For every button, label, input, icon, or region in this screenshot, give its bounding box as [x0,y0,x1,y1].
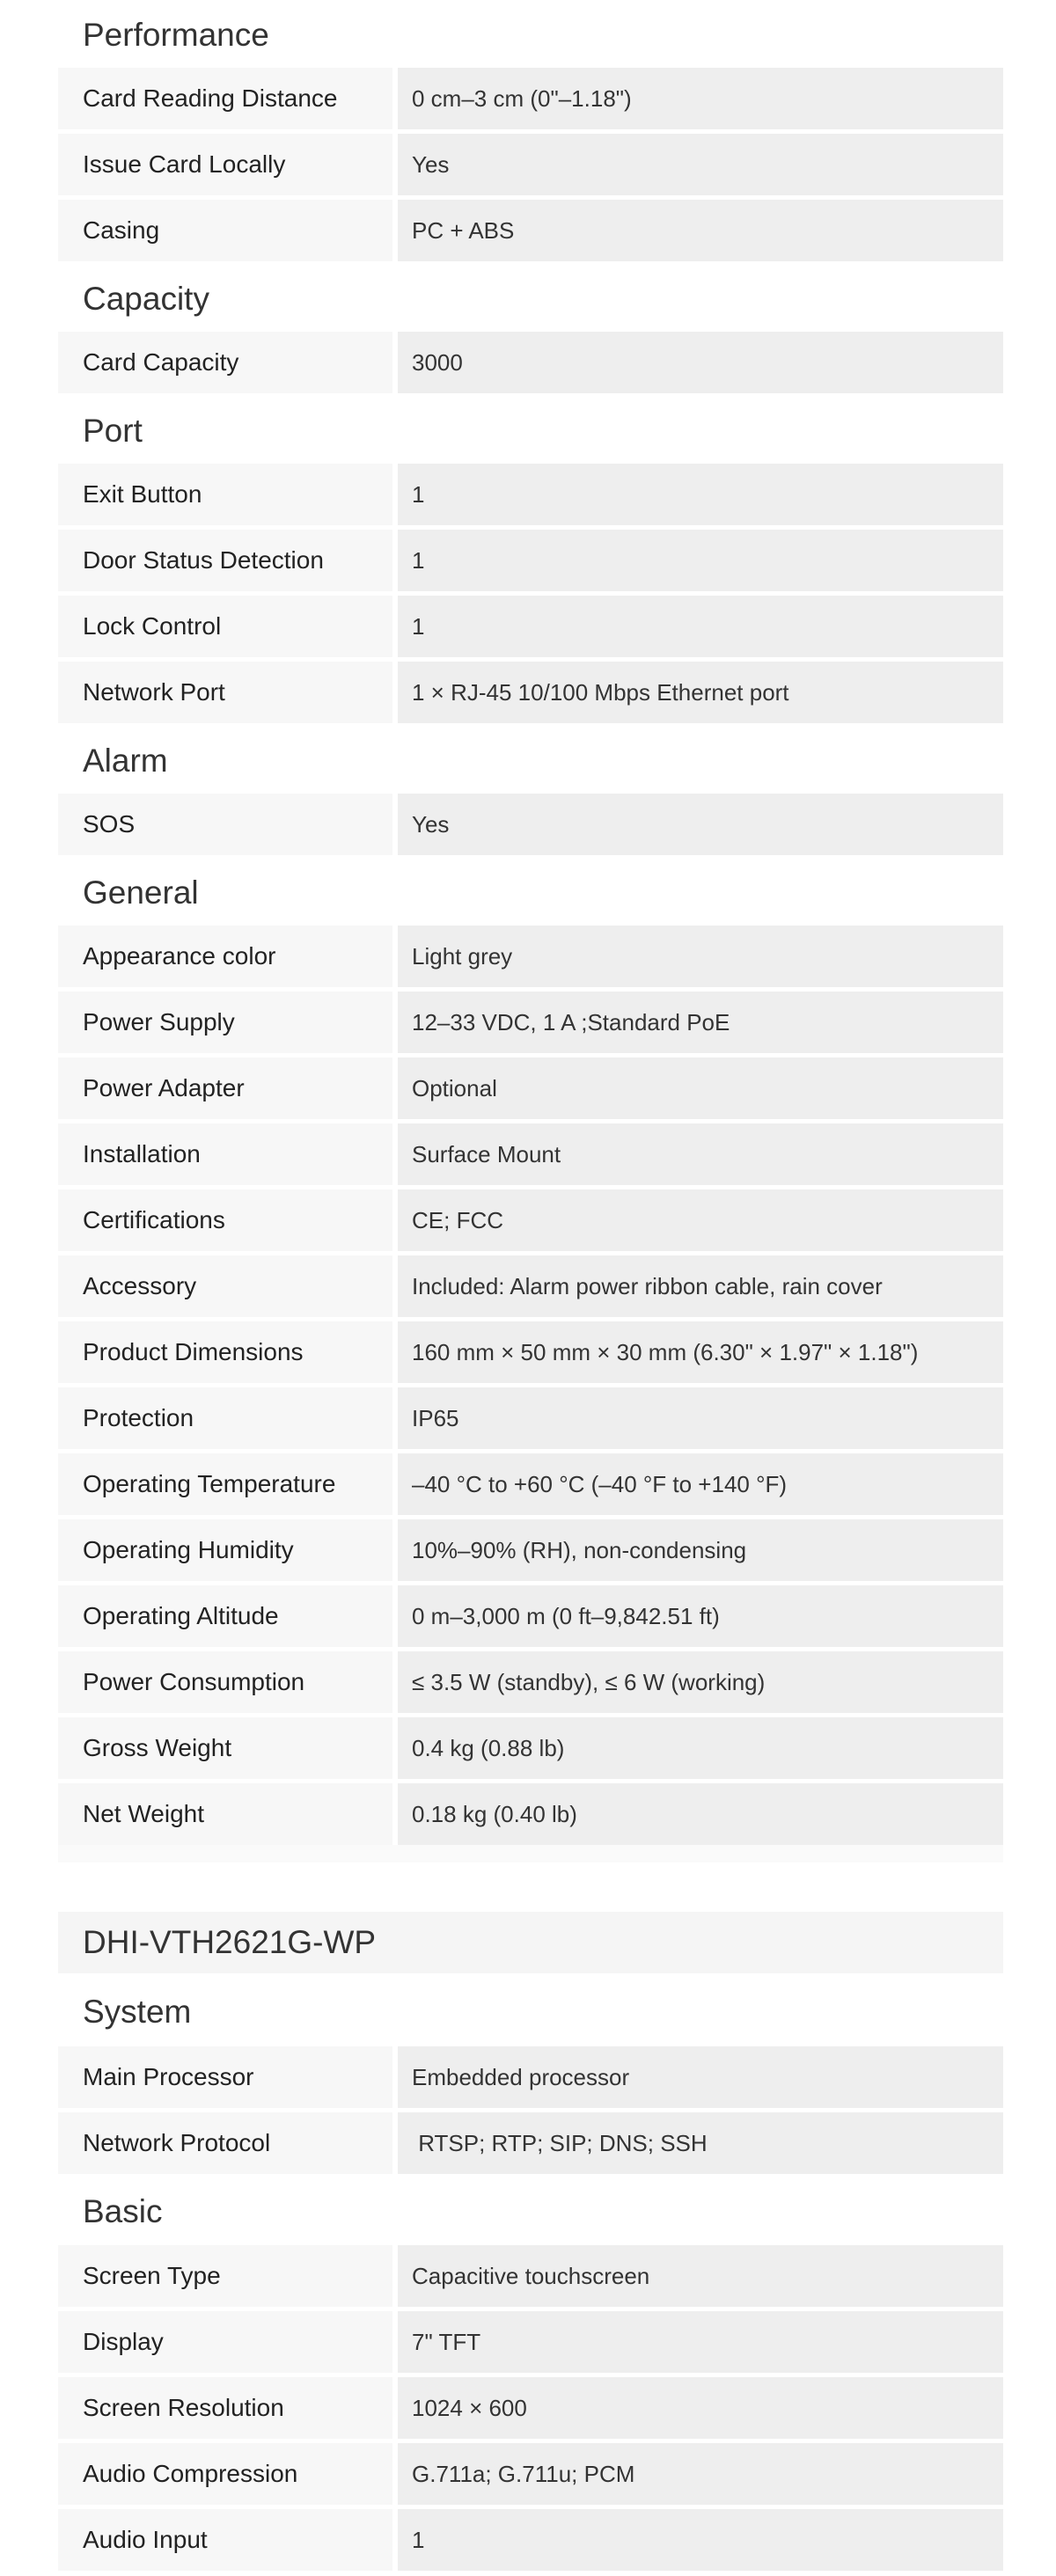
spec-row [58,2046,1003,2108]
spec-row [58,332,1003,393]
spec-label: Card Reading Distance [58,68,392,129]
section-title-port: Port [83,413,143,449]
spec-value: 10%–90% (RH), non-condensing [398,1519,1003,1581]
spec-label: Gross Weight [58,1717,392,1779]
model-title: DHI-VTH2621G-WP [58,1912,1003,1973]
spec-row [58,530,1003,591]
spec-label: Net Weight [58,1783,392,1845]
spec-label: Exit Button [58,464,392,525]
spec-value: CE; FCC [398,1189,1003,1251]
spec-row [58,1519,1003,1581]
spec-value: Yes [398,134,1003,195]
spec-value: 3000 [398,332,1003,393]
spec-value: Capacitive touchscreen [398,2245,1003,2307]
spec-label: Audio Compression [58,2443,392,2505]
spec-value: 160 mm × 50 mm × 30 mm (6.30" × 1.97" × 1.18") [398,1321,1003,1383]
spec-row [58,2245,1003,2307]
section-title-performance: Performance [83,17,269,53]
spec-row [58,2443,1003,2505]
spec-value: 1 [398,530,1003,591]
spec-row [58,1321,1003,1383]
spec-label: Certifications [58,1189,392,1251]
spec-row [58,596,1003,657]
spec-row [58,2311,1003,2373]
spec-label: Screen Type [58,2245,392,2307]
spec-value: –40 °C to +60 °C (–40 °F to +140 °F) [398,1453,1003,1515]
spec-label: Accessory [58,1255,392,1317]
spec-value: Included: Alarm power ribbon cable, rain cover [398,1255,1003,1317]
spec-value: 0 cm–3 cm (0"–1.18") [398,68,1003,129]
spec-value: 1 [398,464,1003,525]
spec-label: SOS [58,794,392,855]
spec-value: IP65 [398,1387,1003,1449]
spec-row [58,1717,1003,1779]
spec-row [58,1783,1003,1845]
spec-row [58,1453,1003,1515]
spec-label: Lock Control [58,596,392,657]
spec-row [58,1651,1003,1713]
spec-row [58,1189,1003,1251]
section-title-basic: Basic [83,2193,163,2229]
spec-label: Door Status Detection [58,530,392,591]
spec-row [58,1585,1003,1647]
spec-label: Display [58,2311,392,2373]
spec-value: PC + ABS [398,200,1003,261]
spec-value: 1 [398,2509,1003,2571]
spec-label: Operating Altitude [58,1585,392,1647]
spec-row [58,1255,1003,1317]
spec-value: Light grey [398,926,1003,987]
spec-row [58,926,1003,987]
spec-row [58,2509,1003,2571]
spec-row [58,1123,1003,1185]
spec-label: Issue Card Locally [58,134,392,195]
spec-row [58,2112,1003,2174]
spec-label: Network Protocol [58,2112,392,2174]
spec-row [58,992,1003,1053]
spec-row [58,1057,1003,1119]
spec-row [58,200,1003,261]
spec-label: Casing [58,200,392,261]
section-title-alarm: Alarm [83,743,168,779]
spec-row [58,68,1003,129]
spec-value: 0.4 kg (0.88 lb) [398,1717,1003,1779]
spec-label: Operating Temperature [58,1453,392,1515]
spec-row [58,662,1003,723]
spec-row [58,134,1003,195]
spec-label: Protection [58,1387,392,1449]
spec-row [58,1387,1003,1449]
spec-value: 0.18 kg (0.40 lb) [398,1783,1003,1845]
spec-value: 1 × RJ-45 10/100 Mbps Ethernet port [398,662,1003,723]
section-title-general: General [83,875,199,911]
spec-value: 1 [398,596,1003,657]
spec-label: Power Consumption [58,1651,392,1713]
spec-value: Optional [398,1057,1003,1119]
spec-value: Yes [398,794,1003,855]
spec-label: Network Port [58,662,392,723]
spec-value: RTSP; RTP; SIP; DNS; SSH [398,2112,1003,2174]
section-title-system: System [83,1994,192,2030]
spec-value: G.711a; G.711u; PCM [398,2443,1003,2505]
spec-row [58,464,1003,525]
spec-value: Embedded processor [398,2046,1003,2108]
spec-label: Power Adapter [58,1057,392,1119]
spec-value: 0 m–3,000 m (0 ft–9,842.51 ft) [398,1585,1003,1647]
spec-label: Product Dimensions [58,1321,392,1383]
spec-label: Operating Humidity [58,1519,392,1581]
spec-value: 12–33 VDC, 1 A ;Standard PoE [398,992,1003,1053]
spec-label: Card Capacity [58,332,392,393]
spec-value: 7" TFT [398,2311,1003,2373]
spec-value: 1024 × 600 [398,2377,1003,2439]
spec-value: ≤ 3.5 W (standby), ≤ 6 W (working) [398,1651,1003,1713]
spec-label: Screen Resolution [58,2377,392,2439]
table-footer-spacer [58,1845,1003,1862]
spec-label: Installation [58,1123,392,1185]
spec-label: Appearance color [58,926,392,987]
spec-label: Power Supply [58,992,392,1053]
spec-label: Main Processor [58,2046,392,2108]
spec-row [58,794,1003,855]
spec-value: Surface Mount [398,1123,1003,1185]
spec-row [58,2377,1003,2439]
section-title-capacity: Capacity [83,281,209,317]
spec-label: Audio Input [58,2509,392,2571]
